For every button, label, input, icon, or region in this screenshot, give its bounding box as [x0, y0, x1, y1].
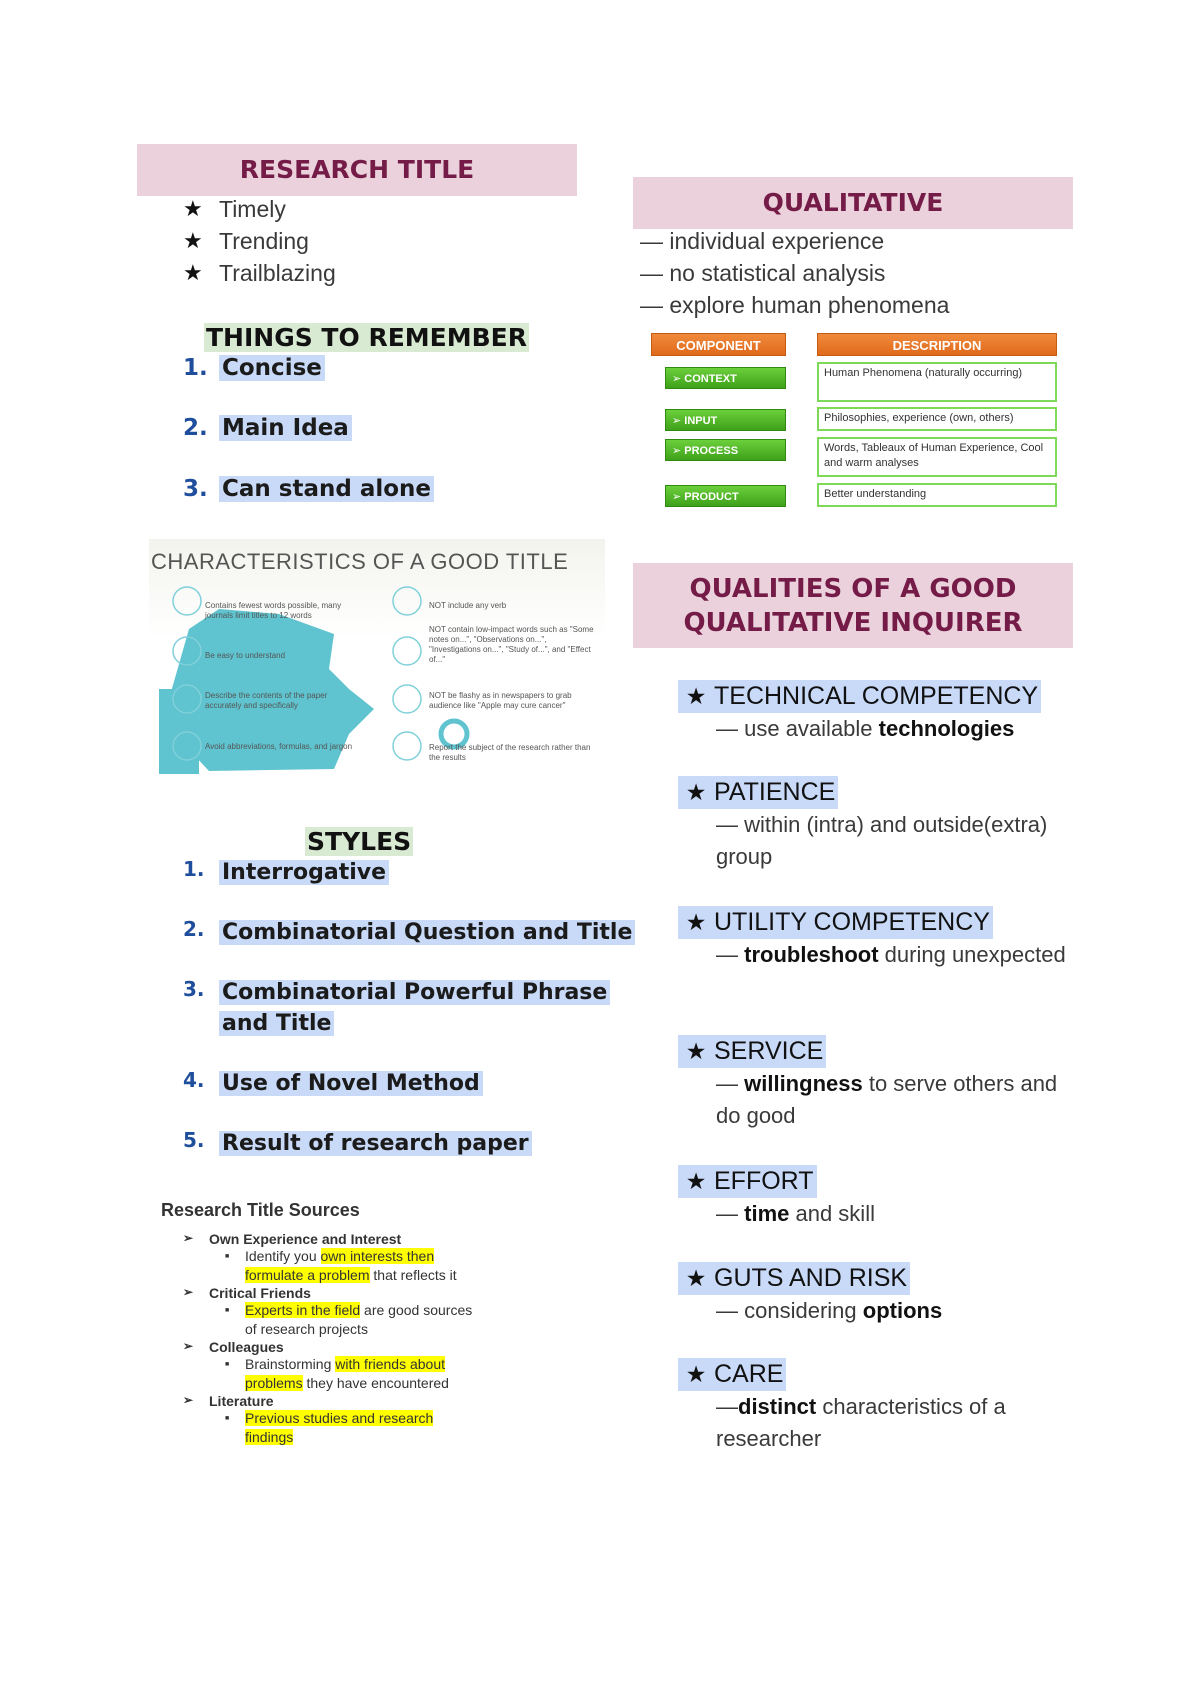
emphasis-text: troubleshoot — [744, 942, 879, 967]
detail-text: they have encountered — [302, 1375, 449, 1391]
quality-item — [678, 1165, 1078, 1230]
style-item — [183, 1068, 483, 1099]
slide-note: Contains fewest words possible, many journals limit titles to 12 words — [205, 601, 342, 620]
description-text: — within (intra) and outside(extra) group — [716, 812, 1048, 869]
quality-title — [678, 680, 1041, 713]
star-icon: ★ — [183, 260, 203, 285]
item-number: 3. — [183, 476, 208, 502]
description-cell: Human Phenomena (naturally occurring) — [817, 362, 1057, 402]
item-number: 4. — [183, 1068, 205, 1092]
quality-title-text: CARE — [714, 1360, 784, 1388]
source-category-name: Own Experience and Interest — [209, 1231, 402, 1247]
emphasis-text: technologies — [878, 716, 1015, 741]
style-text: Result of research paper — [219, 1131, 532, 1156]
slide-circle — [393, 732, 421, 760]
slide-circle — [393, 637, 421, 665]
slide-circle — [393, 685, 421, 713]
star-icon: ★ — [183, 228, 203, 253]
qualitative-inquirer-heading — [633, 563, 1073, 648]
research-title-sources — [161, 1200, 541, 1447]
item-text: Concise — [219, 355, 325, 381]
quality-description — [716, 809, 1078, 873]
quality-item — [678, 1035, 1078, 1132]
description-cell: Words, Tableaux of Human Experience, Cool and warm analyses — [817, 437, 1057, 477]
source-category — [183, 1339, 541, 1355]
star-icon: ★ — [685, 909, 707, 935]
description-text: — — [716, 1071, 745, 1096]
qualitative-list — [640, 225, 949, 321]
component-cell: ➢ PROCESS — [665, 439, 786, 461]
table-header-description: DESCRIPTION — [817, 333, 1057, 356]
quality-description — [716, 1391, 1078, 1455]
star-icon: ★ — [685, 1168, 707, 1194]
quality-item — [678, 680, 1078, 745]
source-detail — [245, 1301, 475, 1339]
list-item — [183, 355, 325, 381]
heading-line: QUALITATIVE INQUIRER — [683, 608, 1023, 638]
quality-title-text: TECHNICAL COMPETENCY — [714, 682, 1039, 710]
slide-note: Avoid abbreviations, formulas, and jargon — [205, 742, 353, 751]
styles-heading: STYLES — [307, 827, 412, 856]
quality-title-text: EFFORT — [714, 1167, 814, 1195]
detail-text: are good sources of research projects — [245, 1302, 473, 1337]
detail-text: Brainstorming — [245, 1356, 336, 1372]
teal-block-shape — [159, 689, 199, 774]
quality-item — [678, 1262, 1078, 1327]
description-cell: Better understanding — [817, 483, 1057, 507]
emphasis-text: distinct — [738, 1394, 817, 1419]
component-cell: ➢ PRODUCT — [665, 485, 786, 507]
quality-description — [716, 1295, 1078, 1327]
list-item — [183, 257, 336, 289]
list-item-text: Trending — [219, 228, 309, 254]
item-number: 2. — [183, 917, 205, 941]
quality-title — [678, 776, 838, 809]
source-category — [183, 1231, 541, 1247]
style-item — [183, 917, 635, 948]
style-item — [183, 977, 610, 1039]
style-text: and Title — [219, 1011, 334, 1036]
quality-title — [678, 1035, 826, 1068]
qualitative-heading: QUALITATIVE — [633, 177, 1073, 229]
list-item — [183, 225, 336, 257]
sources-title: Research Title Sources — [161, 1200, 360, 1220]
item-number: 1. — [183, 355, 208, 381]
item-text: Can stand alone — [219, 476, 434, 502]
quality-title — [678, 1262, 910, 1295]
detail-highlight: own interests then formulate a problem — [245, 1248, 435, 1283]
quality-item — [678, 1358, 1078, 1455]
list-item — [183, 415, 352, 441]
list-item: — explore human phenomena — [640, 292, 950, 318]
description-text: — — [716, 1201, 745, 1226]
quality-description — [716, 713, 1078, 745]
slide-note: NOT contain low-impact words such as "Some notes on...", "Observations on...", "Investigations on...", "Study of...", and "Effect of..." — [429, 625, 594, 664]
list-item-text: Trailblazing — [219, 260, 336, 286]
source-category — [183, 1393, 541, 1409]
detail-highlight: with friends about problems — [245, 1356, 445, 1391]
description-cell: Philosophies, experience (own, others) — [817, 407, 1057, 431]
list-item — [183, 476, 434, 502]
things-to-remember-heading: THINGS TO REMEMBER — [206, 323, 527, 352]
star-icon: ★ — [685, 779, 707, 805]
quality-title-text: PATIENCE — [714, 778, 836, 806]
quality-description — [716, 1198, 1078, 1230]
research-title-heading: RESEARCH TITLE — [137, 144, 577, 196]
emphasis-text: options — [862, 1298, 943, 1323]
slide-note: Report the subject of the research rather than the results — [429, 743, 591, 762]
description-text: — considering — [716, 1298, 863, 1323]
quality-title-text: SERVICE — [714, 1037, 824, 1065]
list-item: — no statistical analysis — [640, 260, 886, 286]
item-number: 5. — [183, 1128, 205, 1152]
slide-circle — [393, 587, 421, 615]
description-text: characteristics of a researcher — [716, 1394, 1006, 1451]
description-text: during unexpected — [878, 942, 1066, 967]
star-icon: ★ — [685, 683, 707, 709]
heading-line: QUALITIES OF A GOOD — [689, 574, 1017, 604]
style-text: Combinatorial Question and Title — [219, 920, 635, 945]
description-text: to serve others and do good — [716, 1071, 1058, 1128]
style-item — [183, 857, 389, 888]
arrow-icon: ➢ — [183, 1393, 194, 1407]
slide-note: Describe the contents of the paper accurately and specifically — [205, 691, 328, 710]
quality-item — [678, 776, 1078, 873]
arrow-icon: ➢ — [183, 1339, 194, 1353]
emphasis-text: time — [744, 1201, 790, 1226]
detail-text: Identify you — [245, 1248, 321, 1264]
quality-description — [716, 1068, 1078, 1132]
item-number: 3. — [183, 977, 205, 1001]
detail-highlight: Previous studies and research findings — [245, 1410, 434, 1445]
source-category-name: Colleagues — [209, 1339, 284, 1355]
list-item — [183, 193, 336, 225]
component-cell: ➢ CONTEXT — [665, 367, 786, 389]
style-text: Use of Novel Method — [219, 1071, 483, 1096]
description-text: and skill — [789, 1201, 875, 1226]
emphasis-text: willingness — [744, 1071, 863, 1096]
table-header-component: COMPONENT — [651, 333, 786, 356]
component-cell: ➢ INPUT — [665, 409, 786, 431]
slide-note: NOT include any verb — [429, 601, 507, 610]
quality-title-text: GUTS AND RISK — [714, 1264, 908, 1292]
quality-title — [678, 906, 993, 939]
slide-title: CHARACTERISTICS OF A GOOD TITLE — [151, 549, 569, 574]
description-text: — use available — [716, 716, 879, 741]
item-number: 1. — [183, 857, 205, 881]
quality-item — [678, 906, 1078, 971]
detail-text: that reflects it — [369, 1267, 457, 1283]
star-icon: ★ — [685, 1265, 707, 1291]
style-text: Interrogative — [219, 860, 389, 885]
list-item: — individual experience — [640, 228, 885, 254]
source-category — [183, 1285, 541, 1301]
quality-title — [678, 1358, 786, 1391]
description-text: — — [716, 1394, 738, 1419]
quality-title-text: UTILITY COMPETENCY — [714, 908, 990, 936]
description-text: — — [716, 942, 745, 967]
detail-highlight: Experts in the field — [245, 1302, 361, 1318]
slide-circle — [173, 587, 201, 615]
list-item-text: Timely — [219, 196, 286, 222]
star-icon: ★ — [685, 1038, 707, 1064]
star-icon: ★ — [685, 1361, 707, 1387]
star-icon: ★ — [183, 196, 203, 221]
style-text: Combinatorial Powerful Phrase — [219, 980, 610, 1005]
quality-title — [678, 1165, 817, 1198]
quality-description — [716, 939, 1078, 971]
research-title-list — [183, 193, 336, 289]
arrow-icon: ➢ — [183, 1231, 194, 1245]
source-category-name: Critical Friends — [209, 1285, 311, 1301]
source-detail — [245, 1247, 475, 1285]
source-detail — [245, 1409, 475, 1447]
slide-note: NOT be flashy as in newspapers to grab audience like "Apple may cure cancer" — [429, 691, 572, 710]
slide-note: Be easy to understand — [205, 651, 286, 660]
item-number: 2. — [183, 415, 208, 441]
characteristics-slide-image — [149, 539, 605, 785]
arrow-icon: ➢ — [183, 1285, 194, 1299]
style-item — [183, 1128, 532, 1159]
source-category-name: Literature — [209, 1393, 274, 1409]
source-detail — [245, 1355, 475, 1393]
item-text: Main Idea — [219, 415, 352, 441]
